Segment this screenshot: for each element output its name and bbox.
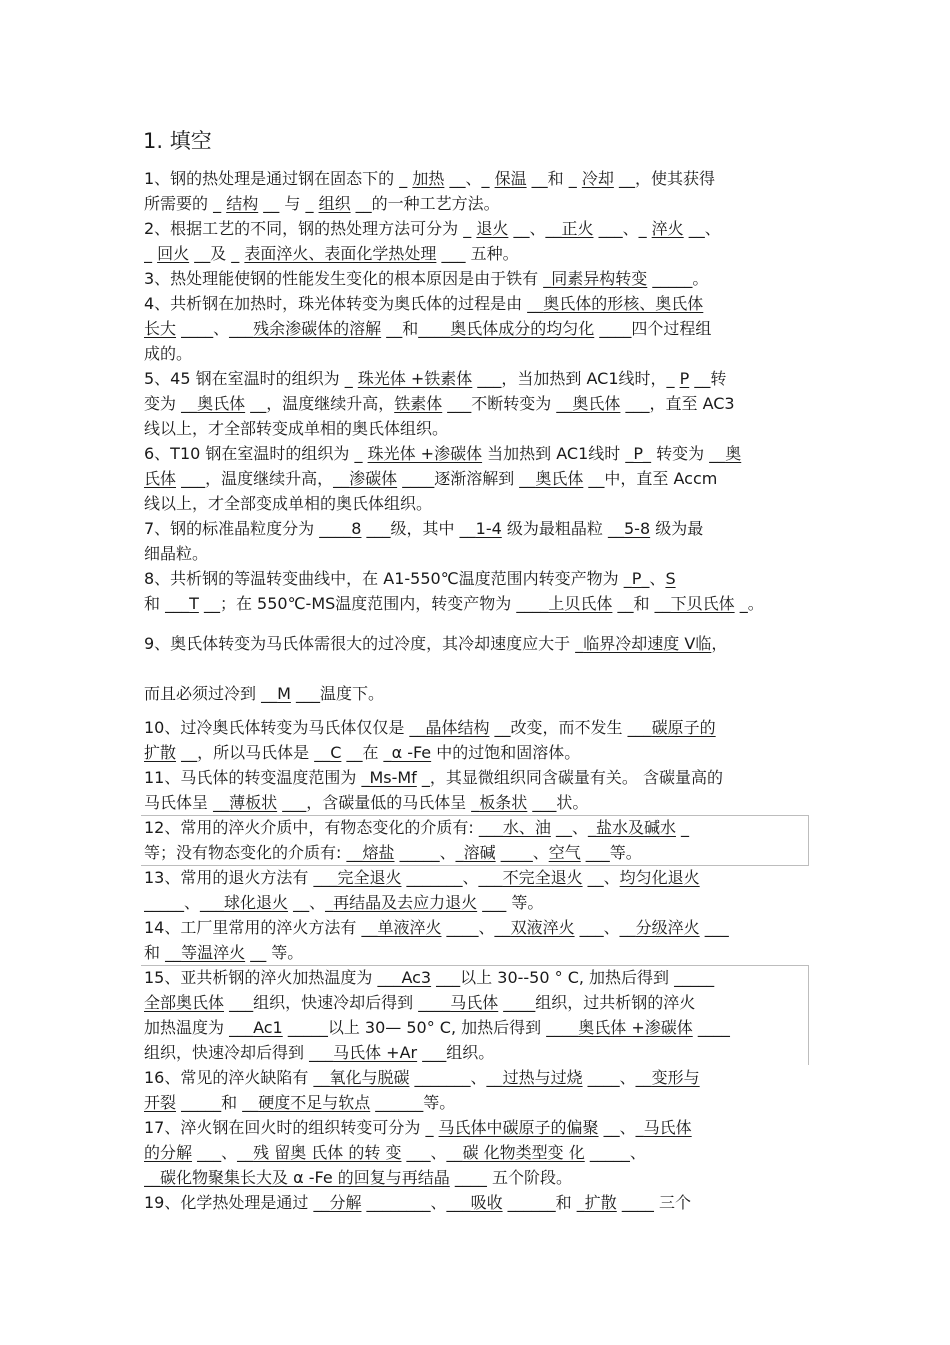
text-line — [144, 942, 812, 964]
text-line — [144, 343, 812, 365]
text-line — [144, 568, 812, 590]
question-text: 线以上，才全部变成单相的奥氏体组织。 — [144, 494, 433, 513]
question-text: ___，当加热到 AC1线时，_ — [472, 369, 680, 388]
question-text: 17、淬火钢在回火时的组织转变可分为 _ — [144, 1118, 439, 1137]
question-text: 所需要的 _ — [144, 194, 227, 213]
answer-text: 碳原子的 — [651, 718, 716, 737]
answer-text: 氏体 — [144, 469, 177, 488]
answer-text: 扩散 — [584, 1193, 617, 1212]
answer-text: 等温淬火 — [181, 943, 246, 962]
question-text: ___组织，快速冷却后得到 ____ — [224, 993, 451, 1012]
question-text: ______和 _ — [502, 1193, 585, 1212]
question-text: 加热温度为 ___ — [144, 1018, 254, 1037]
question-text: ________、___ — [361, 1193, 471, 1212]
answer-text: 碳 化物类型变 化 — [462, 1143, 585, 1162]
answer-text: 铁素体 — [394, 394, 443, 413]
question-text: __、_ — [444, 169, 495, 188]
question-text: 1、钢的热处理是通过钢在固态下的 _ — [144, 169, 413, 188]
text-line — [144, 493, 812, 515]
answer-text: P — [631, 569, 642, 588]
answer-text: 的分解 — [144, 1143, 193, 1162]
question-text: ____、__ — [441, 918, 511, 937]
question-text: __、_ — [288, 893, 334, 912]
text-line — [144, 468, 812, 490]
answer-text: 再结晶及去应力退火 — [333, 893, 478, 912]
question-text: _______、__ — [409, 1068, 503, 1087]
question-text: 10、过冷奥氏体转变为马氏体仅仅是 __ — [144, 718, 426, 737]
question-text: ___、__ — [192, 1143, 254, 1162]
question-text: _ — [144, 244, 158, 263]
text-line — [144, 443, 812, 465]
answer-text: 分解 — [329, 1193, 362, 1212]
question-text: _、 — [641, 569, 666, 588]
text-line — [144, 792, 812, 814]
question-text: __，所以马氏体是 __ — [176, 743, 331, 762]
question-text: __ 等。 — [245, 943, 304, 962]
question-text: 7、钢的标准晶粒度分为 ____ — [144, 519, 352, 538]
question-text: _____以上 30— 50° C, 加热后得到 ____ — [282, 1018, 579, 1037]
answer-text: 奥氏体 — [535, 469, 584, 488]
question-text: 16、常见的淬火缺陷有 __ — [144, 1068, 330, 1087]
text-line — [144, 683, 812, 705]
answer-text: 临界冷却速度 V临 — [583, 634, 712, 653]
question-text: __改变，而不发生 ___ — [489, 718, 652, 737]
section-title: 1. 填空 — [143, 129, 212, 153]
text-line — [144, 1167, 812, 1189]
question-text: ___ 等。 — [477, 893, 544, 912]
question-text: __和 __ — [612, 594, 671, 613]
text-line — [144, 1017, 812, 1039]
text-line — [144, 368, 812, 390]
question-text: ___级，其中 __ — [361, 519, 476, 538]
question-text: ____、 — [495, 843, 549, 862]
answer-text: 均匀化退火 — [619, 868, 700, 887]
text-line — [144, 992, 812, 1014]
question-text: 当加热到 AC1线时 _ — [482, 444, 634, 463]
answer-text: 板条状 — [479, 793, 528, 812]
table-border-right-2 — [808, 965, 809, 1065]
question-text: 5、45 钢在室温时的组织为 _ — [144, 369, 358, 388]
question-text: __、_ — [598, 1118, 644, 1137]
question-text: 14、工厂里常用的淬火方法有 __ — [144, 918, 378, 937]
question-text: ____ — [692, 1018, 730, 1037]
answer-text: 完全退火 — [337, 868, 402, 887]
answer-text: 分级淬火 — [635, 918, 700, 937]
question-text: ____四个过程组 — [594, 319, 712, 338]
text-line — [144, 967, 812, 989]
answer-text: 马氏体中碳原子的偏聚 — [438, 1118, 599, 1137]
question-text: 和 __ — [144, 943, 182, 962]
answer-text: 奥氏体的形核、奥氏体 — [543, 294, 704, 313]
answer-text: 正火 — [561, 219, 594, 238]
answer-text: 薄板状 — [229, 793, 278, 812]
question-text: ____逐渐溶解到 __ — [397, 469, 536, 488]
answer-text: 马氏体 — [643, 1118, 692, 1137]
answer-text: 奥氏体成分的均匀化 — [450, 319, 595, 338]
question-text: 变为 __ — [144, 394, 198, 413]
question-text: ___，含碳量低的马氏体呈 _ — [277, 793, 480, 812]
question-text: __转 — [689, 369, 727, 388]
question-text: ____ 三个 — [616, 1193, 691, 1212]
question-text: 9、奥氏体转变为马氏体需很大的过冷度，其冷却速度应大于 _ — [144, 634, 584, 653]
text-line — [144, 593, 812, 615]
answer-text: Ac1 — [253, 1018, 283, 1037]
question-text: 6、T10 钢在室温时的组织为 _ — [144, 444, 368, 463]
answer-text: 5-8 — [623, 519, 651, 538]
question-text: _____。 — [647, 269, 709, 288]
question-text: _____和 __ — [176, 1093, 259, 1112]
question-text: ____组织，过共析钢的淬火 — [498, 993, 696, 1012]
text-line — [144, 1192, 812, 1214]
question-text: 等；没有物态变化的介质有: __ — [144, 843, 363, 862]
question-text: ___状。 — [527, 793, 589, 812]
answer-text: α -Fe — [391, 743, 432, 762]
answer-text: 加热 — [412, 169, 445, 188]
answer-text: 上贝氏体 — [548, 594, 613, 613]
question-text: 中的过饱和固溶体。 — [431, 743, 581, 762]
question-text: _ — [675, 818, 690, 837]
question-text: __ 与 _ — [258, 194, 319, 213]
table-border-top — [141, 815, 809, 816]
question-text: 马氏体呈 __ — [144, 793, 230, 812]
question-text: 级为最粗晶粒 __ — [501, 519, 624, 538]
answer-text: C — [330, 743, 342, 762]
text-line — [144, 742, 812, 764]
question-text: ___等。 — [580, 843, 642, 862]
question-text: __的一种工艺方法。 — [350, 194, 500, 213]
answer-text: 单液淬火 — [377, 918, 442, 937]
table-border-top-2 — [141, 965, 809, 966]
question-text: ___、__ — [574, 918, 636, 937]
answer-text: 残余渗碳体的溶解 — [253, 319, 382, 338]
question-text: __中，直至 Accm — [583, 469, 718, 488]
question-text: __和____ — [381, 319, 451, 338]
question-text: ___温度下。 — [290, 684, 384, 703]
question-text: 12、常用的淬火介质中，有物态变化的介质有: ___ — [144, 818, 503, 837]
question-text: 级为最 — [650, 519, 704, 538]
answer-text: 奥氏体 +渗碳体 — [578, 1018, 693, 1037]
answer-text: 组织 — [318, 194, 351, 213]
text-line — [144, 193, 812, 215]
question-text: 成的。 — [144, 344, 193, 363]
question-text: __、__ — [508, 219, 562, 238]
question-text: ____、___ — [176, 319, 254, 338]
question-text: ___ 五种。 — [436, 244, 519, 263]
text-line — [144, 817, 812, 839]
question-text: ___以上 30--50 ° C, 加热后得到 _____ — [431, 968, 715, 987]
question-text: ___，温度继续升高，__ — [176, 469, 350, 488]
answer-text: 变形与 — [651, 1068, 700, 1087]
answer-text: 球化退火 — [224, 893, 289, 912]
question-text: 组织，快速冷却后得到 ___ — [144, 1043, 334, 1062]
text-line — [144, 1067, 812, 1089]
answer-text: P — [679, 369, 690, 388]
question-text: ____、__ — [582, 1068, 652, 1087]
answer-text: 吸收 — [470, 1193, 503, 1212]
answer-text: 奥 — [725, 444, 742, 463]
question-text: 细晶粒。 — [144, 544, 209, 563]
answer-text: T — [189, 594, 199, 613]
text-line — [144, 917, 812, 939]
answer-text: Ac3 — [401, 968, 432, 987]
answer-text: 全部奥氏体 — [144, 993, 225, 1012]
question-text: 8、共析钢的等温转变曲线中，在 A1-550℃温度范围内转变产物为 _ — [144, 569, 632, 588]
question-text: __和 _ — [526, 169, 582, 188]
question-text: 13、常用的退火方法有 ___ — [144, 868, 338, 887]
answer-text: 回火 — [157, 244, 190, 263]
question-text: __、 — [683, 219, 721, 238]
answer-text: 不完全退火 — [502, 868, 583, 887]
question-text: ____ 五个阶段。 — [449, 1168, 572, 1187]
question-text: 2、根据工艺的不同，钢的热处理方法可分为 _ — [144, 219, 477, 238]
text-line — [144, 1042, 812, 1064]
question-text: _ 转变为 __ — [643, 444, 726, 463]
question-text: __在 _ — [341, 743, 392, 762]
question-text: 线以上，才全部转变成单相的奥氏体组织。 — [144, 419, 449, 438]
question-text: 15、亚共析钢的淬火加热温度为 ___ — [144, 968, 402, 987]
question-text: ___组织。 — [417, 1043, 495, 1062]
question-text: ， — [711, 634, 728, 653]
question-text: __，温度继续升高， — [245, 394, 395, 413]
question-text: 和 ___ — [144, 594, 190, 613]
text-line — [144, 268, 812, 290]
question-text: ___不断转变为 __ — [442, 394, 573, 413]
answer-text: 下贝氏体 — [670, 594, 735, 613]
answer-text: 碳化物聚集长大及 α -Fe 的回复与再结晶 — [160, 1168, 450, 1187]
answer-text: 表面淬火、表面化学热处理 — [244, 244, 437, 263]
answer-text: 奥氏体 — [572, 394, 621, 413]
text-line — [144, 1142, 812, 1164]
text-line — [144, 518, 812, 540]
text-line — [144, 318, 812, 340]
question-text: __、_ — [550, 818, 596, 837]
question-text: __，使其获得 — [613, 169, 715, 188]
answer-text: 扩散 — [144, 743, 177, 762]
answer-text: 马氏体 — [450, 993, 499, 1012]
answer-text: 8 — [351, 519, 362, 538]
answer-text: S — [665, 569, 676, 588]
answer-text: 晶体结构 — [425, 718, 490, 737]
answer-text: 长大 — [144, 319, 177, 338]
text-line — [144, 767, 812, 789]
answer-text: 残 留奥 氏体 的转 变 — [253, 1143, 402, 1162]
text-line — [144, 293, 812, 315]
answer-text: P — [633, 444, 644, 463]
question-text: 4、共析钢在加热时，珠光体转变为奥氏体的过程是由 __ — [144, 294, 544, 313]
answer-text: 空气 — [548, 843, 581, 862]
question-text: 19、化学热处理是通过 __ — [144, 1193, 330, 1212]
text-line — [144, 393, 812, 415]
question-text: _____、___ — [144, 893, 225, 912]
text-line — [144, 892, 812, 914]
question-text: 11、马氏体的转变温度范围为 _ — [144, 768, 370, 787]
answer-text: 珠光体 +铁素体 — [357, 369, 473, 388]
text-line — [144, 418, 812, 440]
question-text: __及 _ — [189, 244, 245, 263]
answer-text: 渗碳体 — [349, 469, 398, 488]
answer-text: 淬火 — [651, 219, 684, 238]
question-text: ___ — [699, 918, 729, 937]
question-text: _，其显微组织同含碳量有关。 含碳量高的 — [416, 768, 723, 787]
answer-text: 同素异构转变 — [551, 269, 648, 288]
answer-text: 硬度不足与软点 — [258, 1093, 371, 1112]
question-text: 而且必须过冷到 __ — [144, 684, 278, 703]
question-text: __、 — [582, 868, 620, 887]
question-text: ___、__ — [401, 1143, 463, 1162]
question-text: ___，直至 AC3 — [620, 394, 735, 413]
text-line — [144, 243, 812, 265]
question-text: ___、_ — [593, 219, 652, 238]
text-line — [144, 1092, 812, 1114]
text-line — [144, 717, 812, 739]
answer-text: 双液淬火 — [510, 918, 575, 937]
question-text: ______等。 — [370, 1093, 456, 1112]
text-line — [144, 543, 812, 565]
text-line — [144, 218, 812, 240]
answer-text: 退火 — [476, 219, 509, 238]
question-text: _。 — [734, 594, 764, 613]
answer-text: 开裂 — [144, 1093, 177, 1112]
answer-text: Ms-Mf — [369, 768, 417, 787]
answer-text: 马氏体 +Ar — [333, 1043, 418, 1062]
answer-text: 奥氏体 — [197, 394, 246, 413]
question-text: 3、热处理能使钢的性能发生变化的根本原因是由于铁有 _ — [144, 269, 552, 288]
answer-text: 盐水及碱水 — [595, 818, 676, 837]
answer-text: 保温 — [494, 169, 527, 188]
text-line — [144, 1117, 812, 1139]
text-line — [144, 842, 812, 864]
answer-text: 珠光体 +渗碳体 — [367, 444, 483, 463]
question-text: _____、_ — [394, 843, 464, 862]
answer-text: 1-4 — [475, 519, 502, 538]
answer-text: 熔盐 — [362, 843, 395, 862]
answer-text: 过热与过烧 — [502, 1068, 583, 1087]
text-line — [144, 168, 812, 190]
question-text: __ — [144, 1168, 160, 1187]
answer-text: 氧化与脱碳 — [329, 1068, 410, 1087]
question-text: _____、 — [584, 1143, 646, 1162]
question-text: _______、___ — [401, 868, 503, 887]
answer-text: 水、油 — [502, 818, 551, 837]
answer-text: M — [277, 684, 291, 703]
answer-text: 溶碱 — [463, 843, 496, 862]
answer-text: 冷却 — [581, 169, 614, 188]
answer-text: 结构 — [226, 194, 259, 213]
table-border-right — [808, 815, 809, 865]
text-line — [144, 867, 812, 889]
question-text: __；在 550℃-MS温度范围内，转变产物为 ____ — [198, 594, 549, 613]
text-line — [144, 633, 812, 655]
table-border-bottom — [141, 865, 809, 866]
